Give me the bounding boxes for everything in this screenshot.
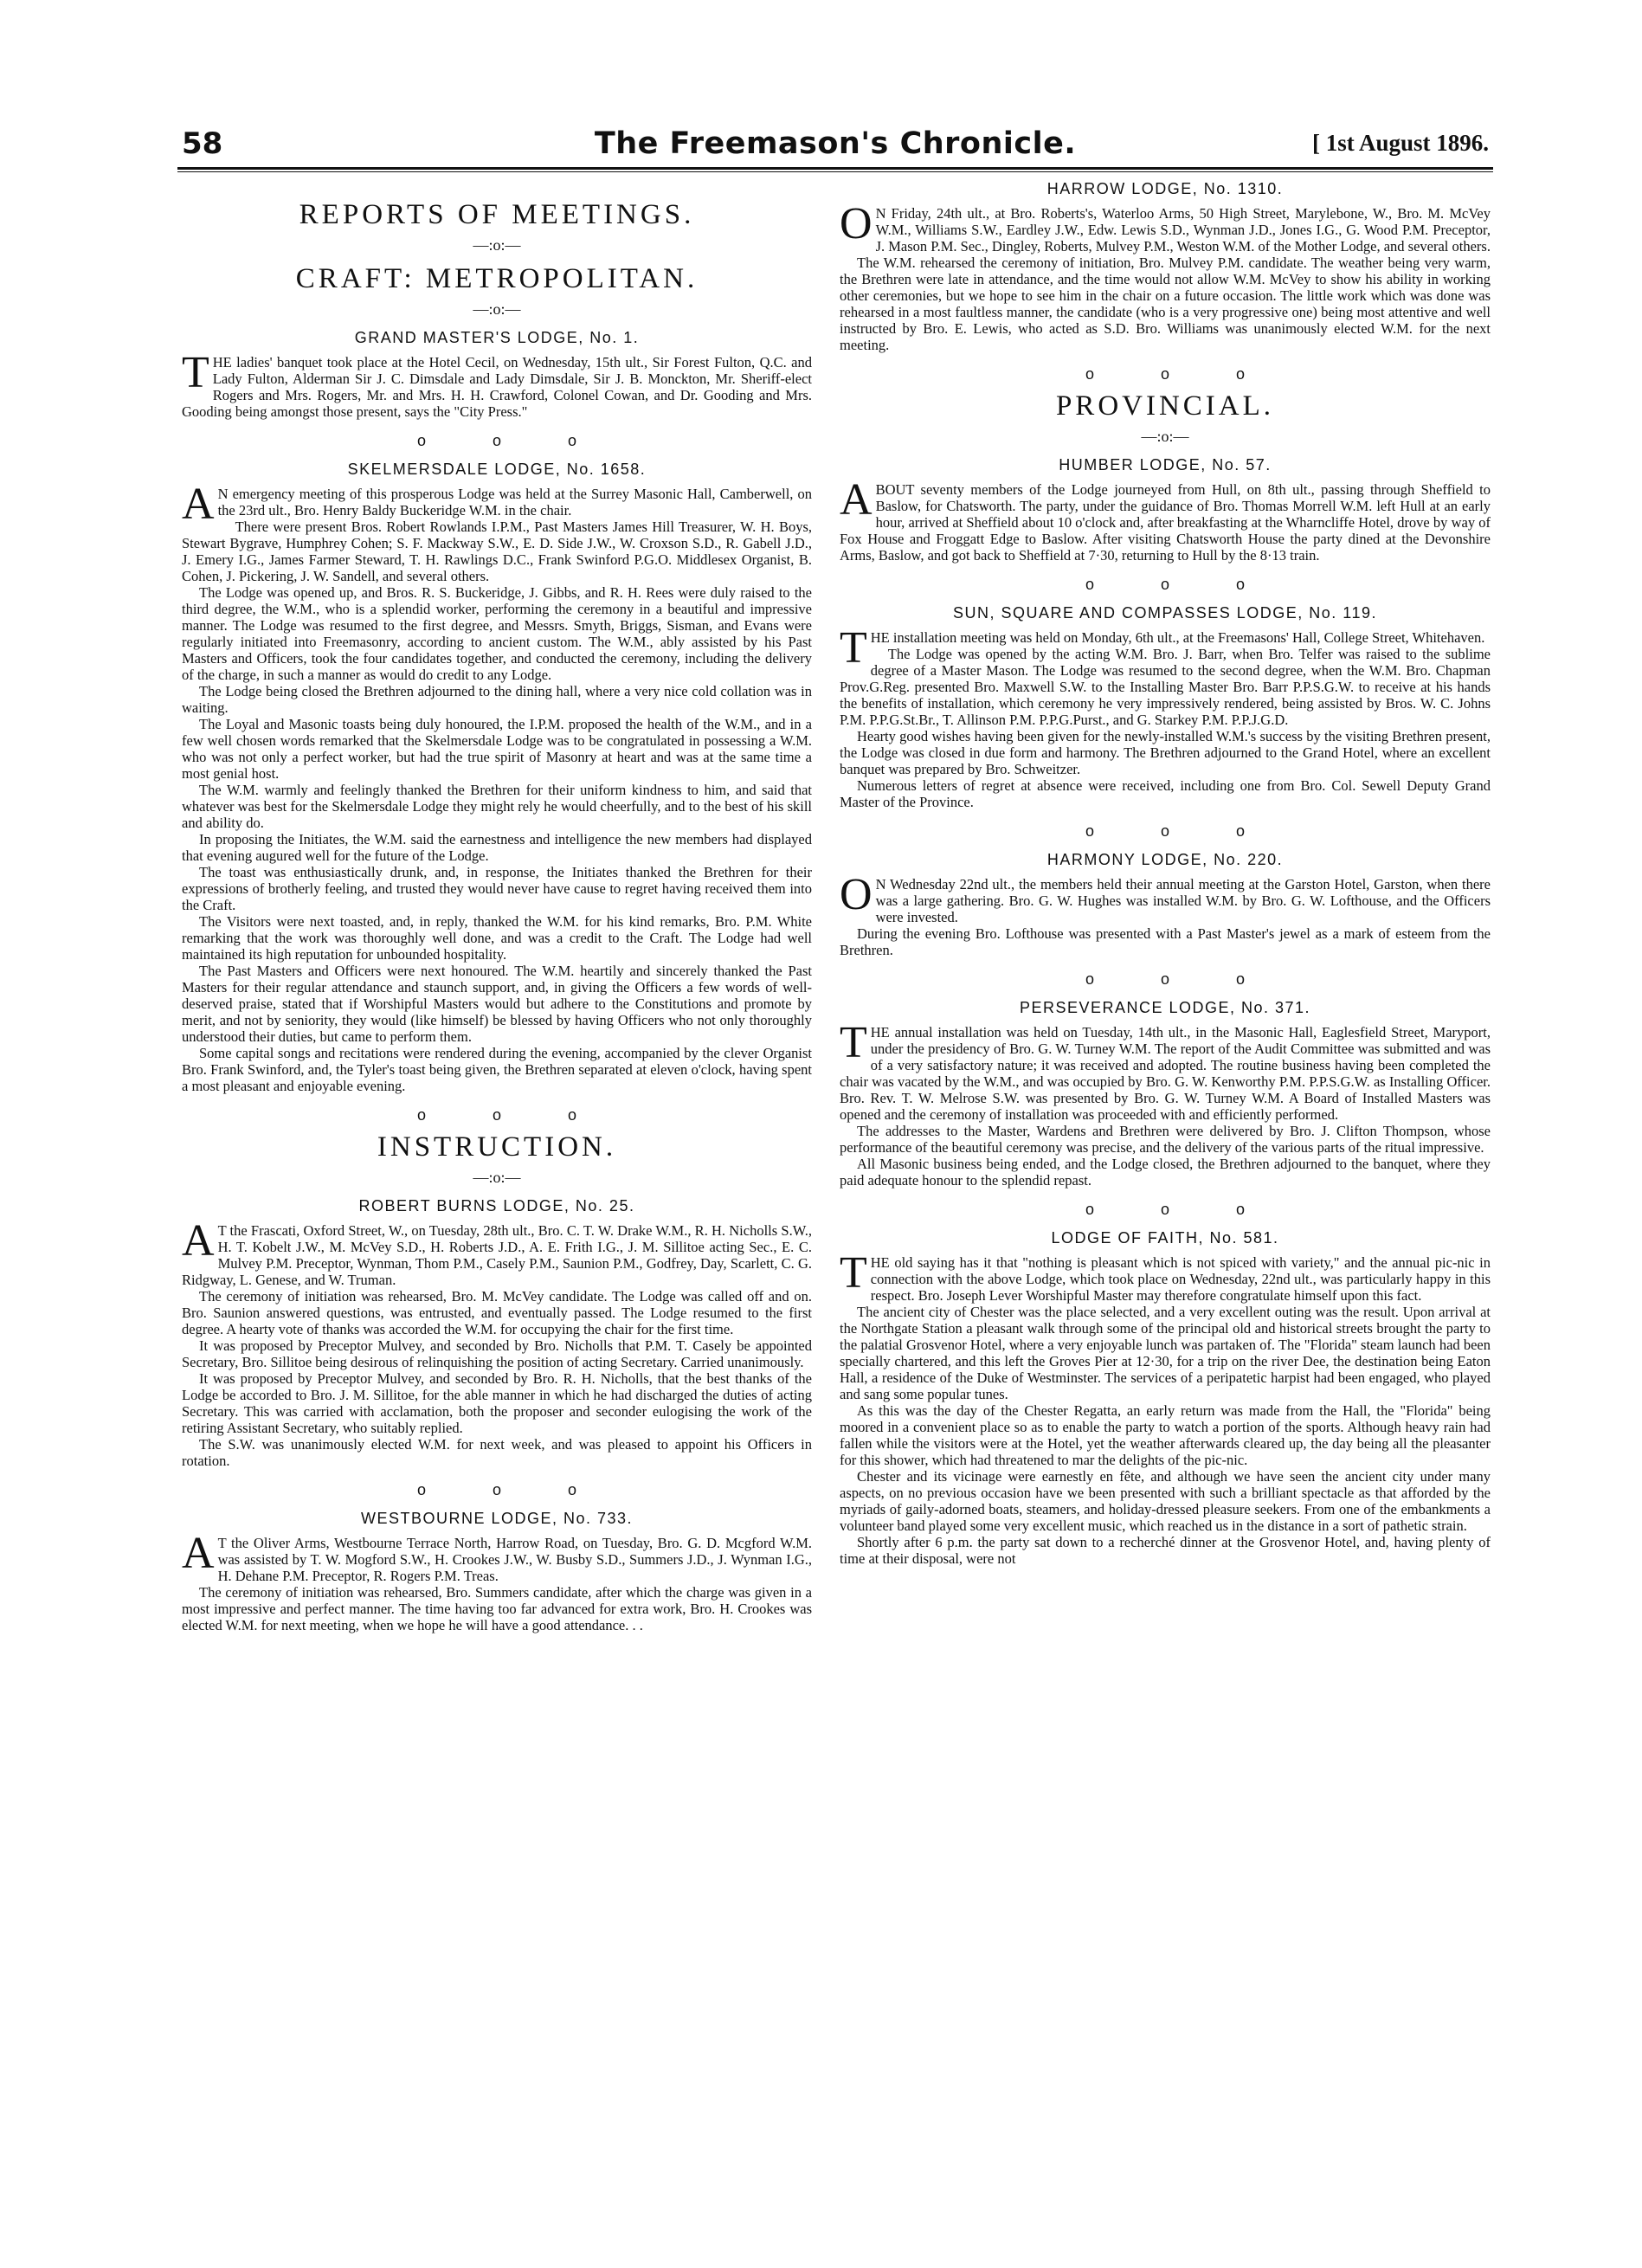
- lodge-heading: WESTBOURNE LODGE, No. 733.: [360, 1510, 634, 1527]
- article-paragraph: The ancient city of Chester was the place selected, and a very excellent outing was the result. Upon arrival at the Northgate Station a pleasant walk through some of the principal old and historical streets brought the party to the palatial Grosvenor Hotel, where a very enjoyable lunch was partaken of. The "Florida" steam launch had been specially chartered, and this left the Groves Pier at 12·30, for a trip on the river Dee, the destination being Eaton Hall, a residence of the Duke of Westminster. The services of a peripatetic harpist had been engaged, who played and sang some popular tunes.: [840, 1304, 1491, 1402]
- header-rule: [177, 167, 1493, 170]
- section-separator: o o o: [1085, 576, 1277, 593]
- lodge-heading: LODGE OF FAITH, No. 581.: [1051, 1229, 1279, 1247]
- article-paragraph: The Past Masters and Officers were next honoured. The W.M. heartily and sincerely thanked the Past Masters for their regular attendance and staunch support, and, in giving the Officers a few words of well-deserved praise, stated that if Worshipful Masters would but adhere to the Constitutions and promote by merit, and not by seniority, they would (like himself) be blessed by having Officers who not only thoroughly understood their duties, but came to perform them.: [182, 963, 812, 1045]
- section-separator: o o o: [1085, 822, 1277, 840]
- lodge-heading: ROBERT BURNS LODGE, No. 25.: [358, 1197, 635, 1215]
- lodge-heading: HUMBER LODGE, No. 57.: [1059, 456, 1272, 474]
- drop-cap: A: [182, 1529, 215, 1578]
- section-separator: o o o: [416, 1106, 609, 1124]
- ornament-divider: —:o:—: [1141, 428, 1189, 445]
- article-paragraph: In proposing the Initiates, the W.M. said the earnestness and intelligence the new members had displayed that evening augured well for the future of the Lodge.: [182, 831, 812, 864]
- article-paragraph: Some capital songs and recitations were rendered during the evening, accompanied by the clever Organist Bro. Frank Swinford, and, the Tyler's toast being given, the Brethren separated at eleven o'clock, having spent a most pleasant and enjoyable evening.: [182, 1045, 812, 1094]
- article-paragraph: The Visitors were next toasted, and, in reply, thanked the W.M. for his kind remarks, Bro. P.M. White remarking that the work was thoroughly well done, and was a credit to the Craft. The Lodge had well maintained its high reputation for unbounded hospitality.: [182, 913, 812, 963]
- article-paragraph: It was proposed by Preceptor Mulvey, and seconded by Bro. R. H. Nicholls, that the best thanks of the Lodge be accorded to Bro. J. M. Sillitoe, for the able manner in which he had discharged the duties of acting Secretary. This was carried with acclamation, both the proposer and seconder eulogising the work of the retiring Assistant Secretary, who suitably replied.: [182, 1370, 812, 1436]
- article-paragraph: A T the Frascati, Oxford Street, W., on Tuesday, 28th ult., Bro. C. T. W. Drake W.M., R. H. Nicholls S.W., H. T. Kobelt J.W., M. McVey S.D., H. Roberts J.D., A. E. Frith I.G., J. M. Sillitoe acting Sec., E. C. Mulvey P.M. Preceptor, Wynman, Thom P.M., Casely P.M., Saunion P.M., Godfrey, Day, Scarlett, C. G. Ridgway, L. Genese, and W. Truman.: [182, 1216, 812, 1288]
- article-paragraph: The Lodge was opened by the acting W.M. Bro. J. Barr, when Bro. Telfer was raised to the sublime degree of a Master Mason. The Lodge was resumed to the second degree, when the W.M. Bro. Chapman Prov.G.Reg. presented Bro. Maxwell S.W. to the Installing Master Bro. Barr P.P.S.G.W. to receive at his hands the benefits of installation, which ceremony he very impressively rendered, being assisted by Bros. W. C. Johns P.M. P.P.G.St.Br., T. Allinson P.M. P.P.G.Purst., and G. Starkey P.M. P.P.J.G.D.: [840, 646, 1491, 728]
- drop-cap: T: [840, 623, 867, 673]
- drop-cap: O: [840, 199, 873, 248]
- reports-heading: REPORTS OF MEETINGS.: [299, 199, 695, 230]
- article-paragraph: ABOUT seventy members of the Lodge journeyed from Hull, on 8th ult., passing through Sheffield to Baslow, for Chatsworth. The party, under the guidance of Bro. Thomas Morrell W.M. left Hull at an early hour, arrived at Sheffield about 10 o'clock and, after breakfasting at the Wharncliffe Hotel, drove by way of Fox House and Froggatt Edge to Baslow. After visiting Chatsworth House the party dined at the Devonshire Arms, Baslow, and got back to Sheffield at 7·30, returning to Hull by the 8·13 train.: [840, 475, 1491, 564]
- instruction-heading: INSTRUCTION.: [377, 1131, 617, 1163]
- header-rule-thin: [177, 171, 1493, 172]
- article-paragraph: O N Friday, 24th ult., at Bro. Roberts's, Waterloo Arms, 50 High Street, Marylebone, W., Bro. M. McVey W.M., Williams S.W., Eardley J.W., Edw. Lewis S.D., Wynman J.D., Jones I.G., G. Wood P.M. Preceptor, J. Mason P.M. Sec., Dingley, Roberts, Mulvey P.M., Weston W.M. of the Mother Lodge, and several others.: [840, 199, 1491, 255]
- article-paragraph: THE installation meeting was held on Monday, 6th ult., at the Freemasons' Hall, College Street, Whitehaven.: [840, 623, 1485, 673]
- provincial-heading: PROVINCIAL.: [1055, 390, 1275, 422]
- article-paragraph: All Masonic business being ended, and the Lodge closed, the Brethren adjourned to the banquet, where they paid adequate honour to the splendid repast.: [840, 1156, 1491, 1189]
- drop-cap: A: [840, 475, 873, 525]
- article-paragraph: Hearty good wishes having been given for the newly-installed W.M.'s success by the visiting Brethren present, the Lodge was closed in due form and harmony. The Brethren adjourned to the Grand Hotel, where an excellent banquet was prepared by Bro. Schweitzer.: [840, 728, 1491, 777]
- article-paragraph: It was proposed by Preceptor Mulvey, and seconded by Bro. Nicholls that P.M. T. Casely be appointed Secretary, Bro. Sillitoe being desirous of relinquishing the position of acting Secretary. Carried unanimously.: [182, 1337, 812, 1370]
- section-separator: o o o: [416, 432, 609, 449]
- article-paragraph: The W.M. warmly and feelingly thanked the Brethren for their uniform kindness to him, and said that whatever was best for the Skelmersdale Lodge they might rely he would cheerfully, and to the best of his skill and ability do.: [182, 782, 812, 831]
- article-paragraph: As this was the day of the Chester Regatta, an early return was made from the Hall, the "Florida" being moored in a convenient place so as to enable the party to watch a portion of the sports. Although heavy rain had fallen while the visitors were at the Hotel, yet the weather afterwards cleared up, the day being all the pleasanter for this shower, which had threatened to mar the delights of the pic-nic.: [840, 1402, 1491, 1468]
- right-column: [840, 178, 1491, 1567]
- drop-cap: T: [840, 1018, 867, 1067]
- ornament-divider: —:o:—: [473, 236, 521, 254]
- article-paragraph: During the evening Bro. Lofthouse was presented with a Past Master's jewel as a mark of esteem from the Brethren.: [840, 925, 1491, 958]
- article-paragraph: Numerous letters of regret at absence were received, including one from Bro. Col. Sewell Deputy Grand Master of the Province.: [840, 777, 1491, 810]
- lodge-heading: SUN, SQUARE AND COMPASSES LODGE, No. 119.: [953, 604, 1377, 622]
- ornament-divider: —:o:—: [473, 1169, 521, 1186]
- article-paragraph: The ceremony of initiation was rehearsed, Bro. M. McVey candidate. The Lodge was called off and on. Bro. Saunion answered questions, was entrusted, and eventually passed. The Lodge resumed to the first degree. A hearty vote of thanks was accorded the W.M. for occupying the chair for the first time.: [182, 1288, 812, 1337]
- issue-date: [ 1st August 1896.: [1311, 130, 1489, 156]
- lodge-heading: HARROW LODGE, No. 1310.: [1046, 180, 1284, 197]
- drop-cap: T: [840, 1248, 867, 1298]
- article-paragraph: A T the Oliver Arms, Westbourne Terrace North, Harrow Road, on Tuesday, Bro. G. D. Mcgford W.M. was assisted by T. W. Mogford S.W., H. Crookes J.W., W. Busby S.D., Summers J.D., J. Wynman I.G., H. Dehane P.M. Preceptor, R. Rogers P.M. Treas.: [182, 1529, 812, 1584]
- section-separator: o o o: [1085, 1201, 1277, 1218]
- article-paragraph: Shortly after 6 p.m. the party sat down to a recherché dinner at the Grosvenor Hotel, and, having plenty of time at their disposal, were not: [840, 1534, 1491, 1567]
- lodge-heading: GRAND MASTER'S LODGE, No. 1.: [354, 329, 640, 346]
- section-separator: o o o: [1085, 970, 1277, 988]
- drop-cap: T: [182, 348, 209, 397]
- article-paragraph: The toast was enthusiastically drunk, and, in response, the Initiates thanked the Brethren for their expressions of brotherly feeling, and trusted they would never have cause to regret having received them into the Craft.: [182, 864, 812, 913]
- section-separator: o o o: [1085, 365, 1277, 383]
- masthead: [182, 126, 1489, 164]
- article-paragraph: The W.M. rehearsed the ceremony of initiation, Bro. Mulvey P.M. candidate. The weather being very warm, the Brethren were late in attendance, and the time would not allow W.M. McVey to show his ability in working other ceremonies, but we hope to see him in the chair on a future occasion. The little work which was done was rehearsed in a most faultless manner, the candidate (who is a very progressive one) being most attentive and well instructed by Bro. E. Lewis, who acted as S.D. Bro. Williams was unanimously elected W.M. for the next meeting.: [840, 255, 1491, 353]
- article-paragraph: The addresses to the Master, Wardens and Brethren were delivered by Bro. J. Clifton Thompson, whose performance of the beautiful ceremony was precise, and the delivery of the various parts of the ritual impressive.: [840, 1123, 1491, 1156]
- article-paragraph: There were present Bros. Robert Rowlands I.P.M., Past Masters James Hill Treasurer, W. H. Boys, Stewart Bygrave, Humphrey Cohen; S. F. Mackway S.W., E. D. Side J.W., W. Croxson S.D., R. Gabell J.D., J. Emery I.G., James Farmer Steward, T. H. Rawlings D.C., Frank Swinford P.G.O. Middlesex Organist, B. Cohen, J. Pickering, J. W. Sandell, and several others.: [182, 519, 812, 584]
- article-paragraph: The Lodge was opened up, and Bros. R. S. Buckeridge, J. Gibbs, and R. H. Rees were duly raised to the third degree, the W.M., who is a splendid worker, performing the ceremony in a beautiful and impressive manner. The Lodge was resumed to the first degree, and Messrs. Smyth, Briggs, Sisman, and Evans were regularly initiated into Freemasonry, according to ancient custom. The W.M., ably assisted by his Past Masters and Officers, took the four candidates together, and conducted the ceremony, including the delivery of the charge, in such a manner as would do credit to any Lodge.: [182, 584, 812, 683]
- left-column: [182, 178, 812, 1633]
- drop-cap: A: [182, 480, 215, 529]
- newspaper-title: The Freemason's Chronicle.: [594, 126, 1077, 161]
- ornament-divider: —:o:—: [473, 300, 521, 318]
- article-paragraph: The Loyal and Masonic toasts being duly honoured, the I.P.M. proposed the health of the W.M., and in a few well chosen words remarked that the Skelmersdale Lodge was to be congratulated in possessing a W.M. who was not only a perfect worker, but had the true spirit of Masonry at heart and was at the same time a most genial host.: [182, 716, 812, 782]
- lodge-heading: PERSEVERANCE LODGE, No. 371.: [1019, 999, 1311, 1016]
- craft-heading: CRAFT: METROPOLITAN.: [295, 263, 699, 294]
- article-paragraph: O N Wednesday 22nd ult., the members held their annual meeting at the Garston Hotel, Garston, when there was a large gathering. Bro. G. W. Hughes was installed W.M. by Bro. G. W. Lofthouse, and the Officers were invested.: [840, 870, 1491, 925]
- lodge-heading: SKELMERSDALE LODGE, No. 1658.: [347, 461, 647, 478]
- article-paragraph: Chester and its vicinage were earnestly en fête, and although we have seen the ancient city under many aspects, on no previous occasion have we been presented with such a brilliant spectacle as that afforded by the myriads of gaily-adorned boats, steamers, and holiday-dressed pleasure seekers. From one of the embankments a volunteer band played some very excellent music, which reached us in the distance in a sort of pathetic strain.: [840, 1468, 1491, 1534]
- section-separator: o o o: [416, 1481, 609, 1498]
- lodge-heading: HARMONY LODGE, No. 220.: [1046, 851, 1284, 868]
- article-paragraph: THE ladies' banquet took place at the Hotel Cecil, on Wednesday, 15th ult., Sir Forest Fulton, Q.C. and Lady Fulton, Alderman Sir J. C. Dimsdale and Lady Dimsdale, Sir J. B. Monckton, Mr. Sheriff-elect Rogers and Mrs. Rogers, Mr. and Mrs. H. H. Crawford, Colonel Cowan, and Dr. Gooding and Mrs. Gooding being amongst those present, says the "City Press.": [182, 348, 812, 420]
- article-paragraph: THE old saying has it that "nothing is pleasant which is not spiced with variety," and the annual pic-nic in connection with the above Lodge, which took place on Wednesday, 22nd ult., was particularly happy in this respect. Bro. Joseph Lever Worshipful Master may therefore congratulate himself upon this fact.: [840, 1248, 1491, 1304]
- drop-cap: O: [840, 870, 873, 919]
- page-number: 58: [182, 126, 223, 161]
- drop-cap: A: [182, 1216, 215, 1266]
- article-paragraph: The Lodge being closed the Brethren adjourned to the dining hall, where a very nice cold collation was in waiting.: [182, 683, 812, 716]
- article-paragraph: THE annual installation was held on Tuesday, 14th ult., in the Masonic Hall, Eaglesfield Street, Maryport, under the presidency of Bro. G. W. Turney W.M. The report of the Audit Committee was submitted and was of a very satisfactory nature; it was received and adopted. The routine business having been completed the chair was vacated by the W.M., and was occupied by Bro. G. W. Kenworthy P.M. P.P.S.G.W. as Installing Officer. Bro. Rev. T. W. Melrose S.W. was presented by Bro. G. W. Turney W.M. A Board of Installed Masters was opened and the ceremony of installation was proceeded with and efficiently performed.: [840, 1018, 1491, 1123]
- article-paragraph: A N emergency meeting of this prosperous Lodge was held at the Surrey Masonic Hall, Camberwell, on the 23rd ult., Bro. Henry Baldy Buckeridge W.M. in the chair.: [182, 480, 812, 529]
- article-paragraph: The ceremony of initiation was rehearsed, Bro. Summers candidate, after which the charge was given in a most impressive and perfect manner. The time having too far advanced for extra work, Bro. H. Crookes was elected W.M. for next meeting, when we hope he will have a good attendance. . .: [182, 1584, 812, 1633]
- article-paragraph: The S.W. was unanimously elected W.M. for next week, and was pleased to appoint his Officers in rotation.: [182, 1436, 812, 1469]
